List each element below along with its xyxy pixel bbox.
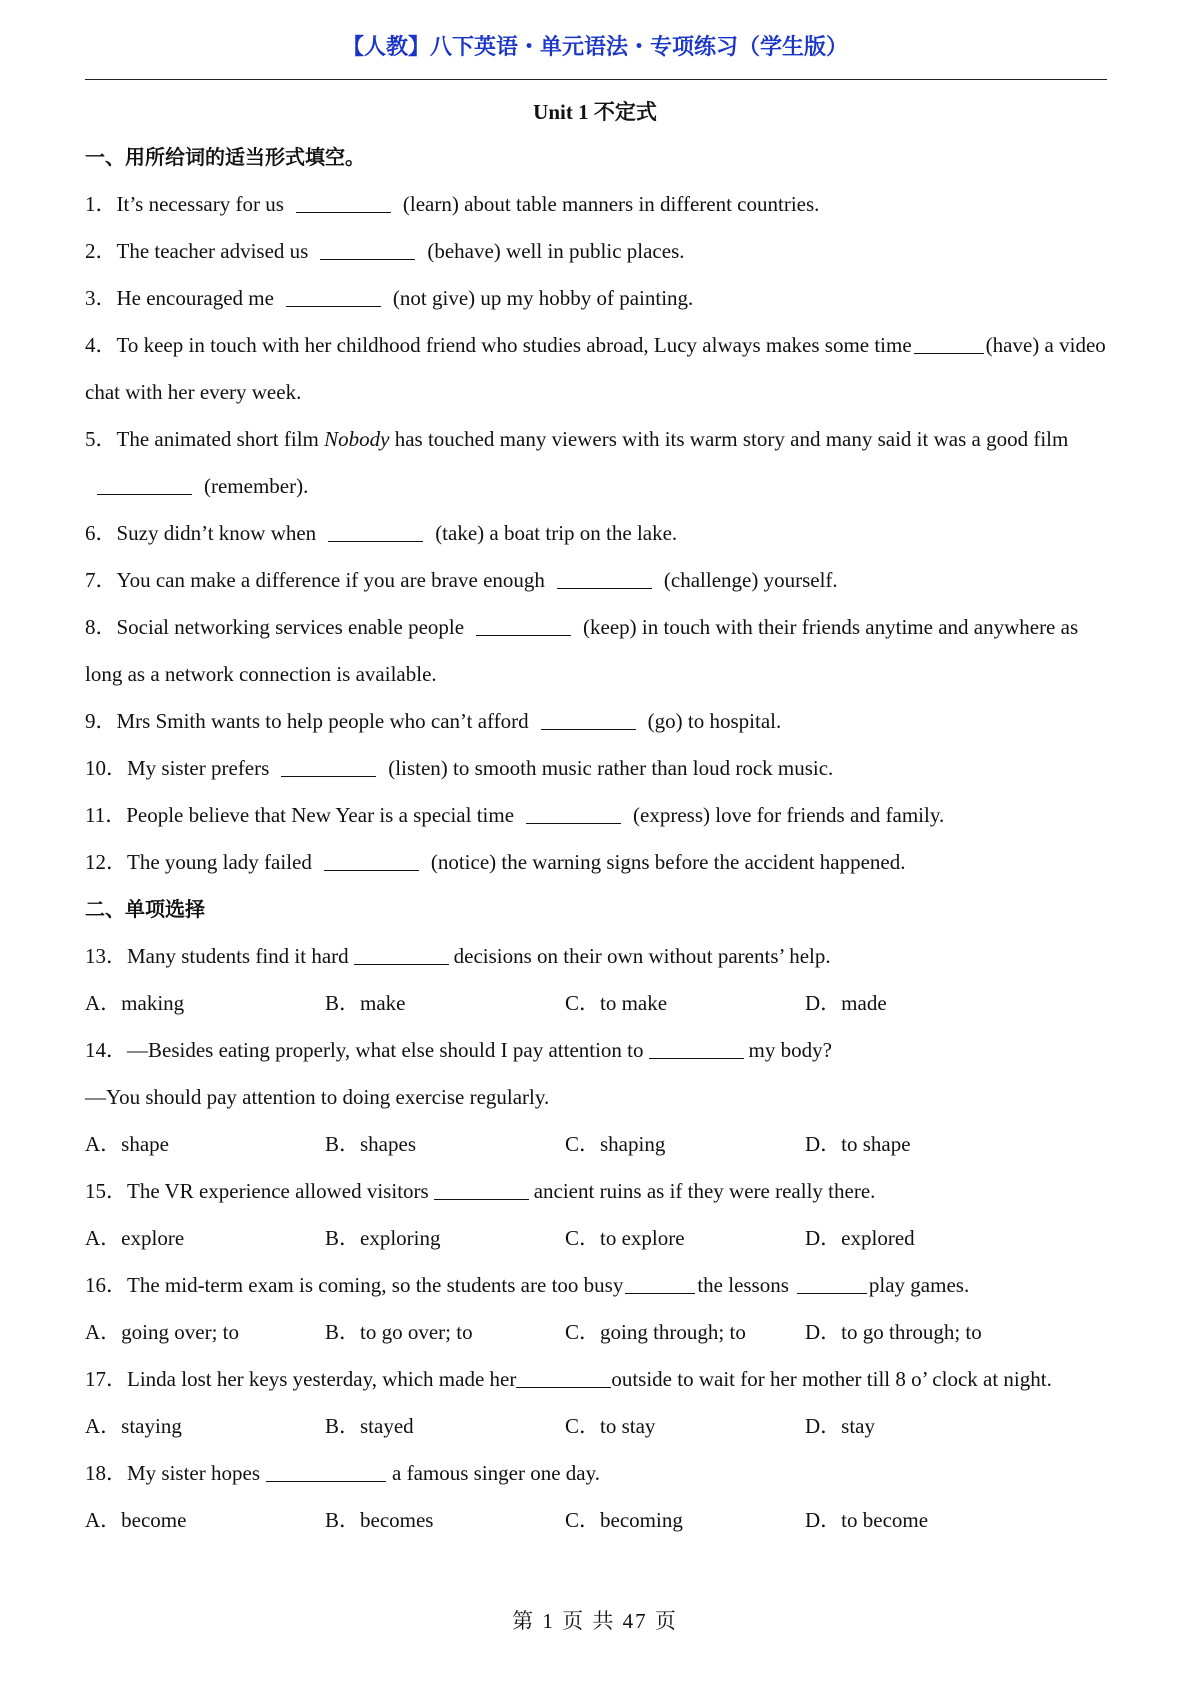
question-7: 7．You can make a difference if you are brave enough (challenge) yourself. [85,568,838,592]
question-17: 17．Linda lost her keys yesterday, which made her outside to wait for her mother till 8 o’ clock at night. [85,1367,1052,1391]
answer-blank [516,1386,611,1388]
option-b[interactable]: B．becomes [325,1508,434,1532]
answer-blank [296,211,391,213]
options-14 [85,1121,1107,1168]
option-a[interactable]: A．staying [85,1414,182,1438]
answer-blank [281,775,376,777]
options-15 [85,1215,1107,1262]
question-10: 10．My sister prefers (listen) to smooth music rather than loud rock music. [85,756,834,780]
document-header: 【人教】八下英语・单元语法・专项练习（学生版） [341,35,848,60]
option-a[interactable]: A．become [85,1508,187,1532]
option-d[interactable]: D．stay [805,1414,875,1438]
unit-title: Unit 1 不定式 [533,100,657,124]
answer-blank [557,587,652,589]
question-18: 18．My sister hopes a famous singer one day. [85,1461,600,1485]
question-14: 14．—Besides eating properly, what else should I pay attention to my body? [85,1038,832,1062]
options-16 [85,1309,1107,1356]
option-d[interactable]: D．explored [805,1226,915,1250]
question-2: 2．The teacher advised us (behave) well in public places. [85,239,685,263]
page-number: 第 1 页 共 47 页 [512,1609,678,1633]
option-c[interactable]: C．going through; to [565,1320,746,1344]
option-c[interactable]: C．becoming [565,1508,683,1532]
question-11: 11．People believe that New Year is a special time (express) love for friends and family. [85,803,945,827]
option-d[interactable]: D．to become [805,1508,929,1532]
option-c[interactable]: C．to stay [565,1414,656,1438]
option-c[interactable]: C．to make [565,991,668,1015]
options-13 [85,980,1107,1027]
question-16: 16．The mid-term exam is coming, so the students are too busy the lessons play games. [85,1273,970,1297]
worksheet-body [85,134,1107,1544]
question-14-reply: —You should pay attention to doing exercise regularly. [85,1085,550,1109]
option-d[interactable]: D．to shape [805,1132,911,1156]
section-heading-multiple-choice: 二、单项选择 [85,897,205,921]
option-a[interactable]: A．shape [85,1132,169,1156]
answer-blank [797,1292,867,1294]
option-c[interactable]: C．to explore [565,1226,685,1250]
option-c[interactable]: C．shaping [565,1132,666,1156]
question-5: 5．The animated short film Nobody has touched many viewers with its warm story and many said it was a good film(remember). [85,427,1069,498]
answer-blank [324,869,419,871]
answer-blank [97,493,192,495]
option-b[interactable]: B．exploring [325,1226,441,1250]
header-divider [85,79,1107,80]
question-15: 15．The VR experience allowed visitors ancient ruins as if they were really there. [85,1179,876,1203]
option-b[interactable]: B．stayed [325,1414,414,1438]
answer-blank [476,634,571,636]
answer-blank [649,1057,744,1059]
option-a[interactable]: A．explore [85,1226,185,1250]
answer-blank [286,305,381,307]
answer-blank [541,728,636,730]
question-1: 1．It’s necessary for us (learn) about table manners in different countries. [85,192,820,216]
question-8: 8．Social networking services enable people (keep) in touch with their friends anytime and anywhere as long as a network connection is available. [85,615,1079,686]
option-a[interactable]: A．making [85,991,185,1015]
option-b[interactable]: B．to go over; to [325,1320,473,1344]
question-9: 9．Mrs Smith wants to help people who can’t afford (go) to hospital. [85,709,782,733]
option-b[interactable]: B．shapes [325,1132,416,1156]
option-a[interactable]: A．going over; to [85,1320,239,1344]
answer-blank [434,1198,529,1200]
option-d[interactable]: D．to go through; to [805,1320,982,1344]
answer-blank [320,258,415,260]
answer-blank [328,540,423,542]
answer-blank [625,1292,695,1294]
options-18 [85,1497,1107,1544]
section-heading-fill-in: 一、用所给词的适当形式填空。 [85,145,365,169]
answer-blank [354,963,449,965]
question-3: 3．He encouraged me (not give) up my hobby of painting. [85,286,694,310]
question-12: 12．The young lady failed (notice) the warning signs before the accident happened. [85,850,906,874]
question-13: 13．Many students find it hard decisions on their own without parents’ help. [85,944,831,968]
answer-blank [914,352,984,354]
option-b[interactable]: B．make [325,991,406,1015]
question-4: 4．To keep in touch with her childhood friend who studies abroad, Lucy always makes some time (have) a video chat with her every week. [85,333,1106,404]
answer-blank [266,1480,386,1482]
question-6: 6．Suzy didn’t know when (take) a boat trip on the lake. [85,521,678,545]
answer-blank [526,822,621,824]
option-d[interactable]: D．made [805,991,887,1015]
options-17 [85,1403,1107,1450]
